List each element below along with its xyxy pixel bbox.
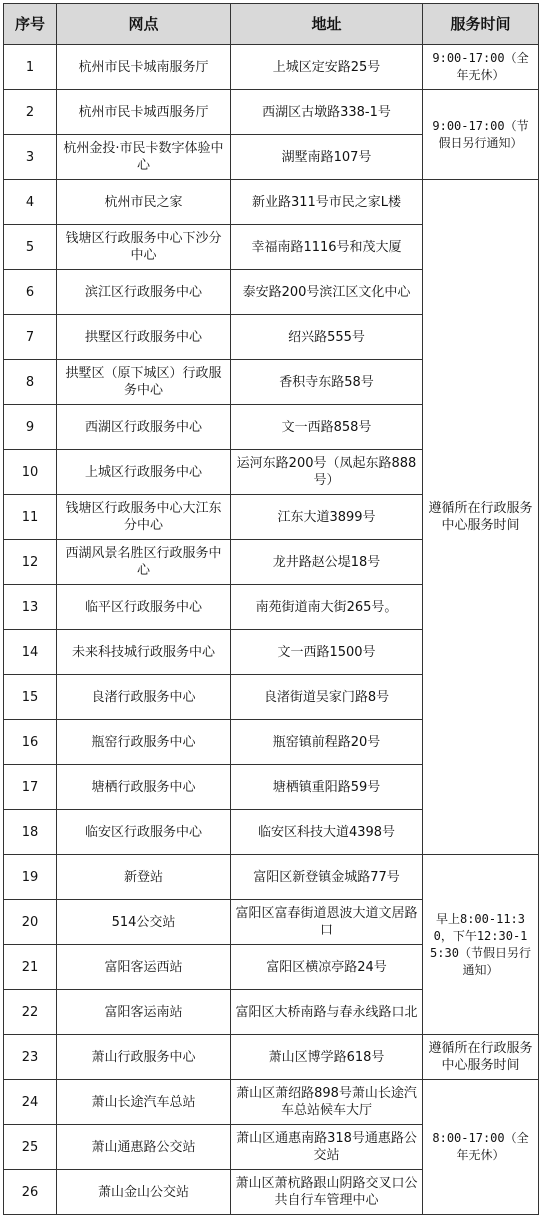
row-number: 3 — [4, 135, 57, 180]
site-name: 钱塘区行政服务中心大江东分中心 — [57, 495, 231, 540]
row-number: 6 — [4, 270, 57, 315]
site-address: 萧山区通惠南路318号通惠路公交站 — [231, 1125, 423, 1170]
site-name: 未来科技城行政服务中心 — [57, 630, 231, 675]
service-hours: 8:00-17:00（全年无休） — [423, 1080, 539, 1215]
service-hours: 9:00-17:00（节假日另行通知） — [423, 90, 539, 180]
row-number: 9 — [4, 405, 57, 450]
row-number: 15 — [4, 675, 57, 720]
row-number: 16 — [4, 720, 57, 765]
table-row — [4, 1080, 539, 1125]
site-name: 临安区行政服务中心 — [57, 810, 231, 855]
site-name: 杭州金投·市民卡数字体验中心 — [57, 135, 231, 180]
header-hours: 服务时间 — [423, 4, 539, 45]
site-name: 拱墅区（原下城区）行政服务中心 — [57, 360, 231, 405]
row-number: 5 — [4, 225, 57, 270]
table-row — [4, 855, 539, 900]
site-name: 钱塘区行政服务中心下沙分中心 — [57, 225, 231, 270]
header-row — [4, 4, 539, 45]
row-number: 23 — [4, 1035, 57, 1080]
row-number: 4 — [4, 180, 57, 225]
site-address: 文一西路858号 — [231, 405, 423, 450]
row-number: 13 — [4, 585, 57, 630]
site-address: 绍兴路555号 — [231, 315, 423, 360]
row-number: 26 — [4, 1170, 57, 1215]
row-number: 8 — [4, 360, 57, 405]
site-name: 新登站 — [57, 855, 231, 900]
site-address: 西湖区古墩路338-1号 — [231, 90, 423, 135]
site-address: 新业路311号市民之家L楼 — [231, 180, 423, 225]
site-address: 幸福南路1116号和茂大厦 — [231, 225, 423, 270]
site-name: 杭州市民卡城南服务厅 — [57, 45, 231, 90]
row-number: 10 — [4, 450, 57, 495]
site-address: 富阳区富春街道恩波大道文居路口 — [231, 900, 423, 945]
site-address: 江东大道3899号 — [231, 495, 423, 540]
site-address: 富阳区横凉亭路24号 — [231, 945, 423, 990]
header-seq: 序号 — [4, 4, 57, 45]
service-hours: 遵循所在行政服务中心服务时间 — [423, 180, 539, 855]
site-address: 富阳区新登镇金城路77号 — [231, 855, 423, 900]
site-name: 杭州市民卡城西服务厅 — [57, 90, 231, 135]
site-address: 临安区科技大道4398号 — [231, 810, 423, 855]
row-number: 12 — [4, 540, 57, 585]
row-number: 24 — [4, 1080, 57, 1125]
row-number: 18 — [4, 810, 57, 855]
site-address: 上城区定安路25号 — [231, 45, 423, 90]
site-address: 香积寺东路58号 — [231, 360, 423, 405]
table-row — [4, 1035, 539, 1080]
row-number: 11 — [4, 495, 57, 540]
site-address: 萧山区萧绍路898号萧山长途汽车总站候车大厅 — [231, 1080, 423, 1125]
table-row — [4, 45, 539, 90]
table-row — [4, 180, 539, 225]
site-address: 龙井路赵公堤18号 — [231, 540, 423, 585]
header-site: 网点 — [57, 4, 231, 45]
site-name: 西湖区行政服务中心 — [57, 405, 231, 450]
site-address: 泰安路200号滨江区文化中心 — [231, 270, 423, 315]
site-address: 塘栖镇重阳路59号 — [231, 765, 423, 810]
site-address: 萧山区博学路618号 — [231, 1035, 423, 1080]
site-name: 富阳客运西站 — [57, 945, 231, 990]
service-hours: 遵循所在行政服务中心服务时间 — [423, 1035, 539, 1080]
site-name: 萧山长途汽车总站 — [57, 1080, 231, 1125]
site-name: 塘栖行政服务中心 — [57, 765, 231, 810]
site-name: 西湖风景名胜区行政服务中心 — [57, 540, 231, 585]
site-name: 杭州市民之家 — [57, 180, 231, 225]
site-address: 良渚街道吴家门路8号 — [231, 675, 423, 720]
row-number: 14 — [4, 630, 57, 675]
row-number: 2 — [4, 90, 57, 135]
service-outlets-table — [3, 3, 539, 1215]
site-name: 富阳客运南站 — [57, 990, 231, 1035]
site-name: 萧山通惠路公交站 — [57, 1125, 231, 1170]
site-name: 514公交站 — [57, 900, 231, 945]
row-number: 22 — [4, 990, 57, 1035]
site-name: 拱墅区行政服务中心 — [57, 315, 231, 360]
table-row — [4, 90, 539, 135]
site-name: 良渚行政服务中心 — [57, 675, 231, 720]
row-number: 1 — [4, 45, 57, 90]
site-name: 瓶窑行政服务中心 — [57, 720, 231, 765]
service-hours: 9:00-17:00（全年无休） — [423, 45, 539, 90]
site-address: 瓶窑镇前程路20号 — [231, 720, 423, 765]
row-number: 17 — [4, 765, 57, 810]
row-number: 25 — [4, 1125, 57, 1170]
row-number: 21 — [4, 945, 57, 990]
site-name: 上城区行政服务中心 — [57, 450, 231, 495]
site-name: 萧山行政服务中心 — [57, 1035, 231, 1080]
service-hours: 早上8:00-11:30，下午12:30-15:30（节假日另行通知） — [423, 855, 539, 1035]
site-address: 运河东路200号（凤起东路888号） — [231, 450, 423, 495]
row-number: 20 — [4, 900, 57, 945]
site-name: 萧山金山公交站 — [57, 1170, 231, 1215]
site-address: 湖墅南路107号 — [231, 135, 423, 180]
site-address: 南苑街道南大街265号。 — [231, 585, 423, 630]
site-address: 萧山区萧杭路跟山阴路交叉口公共自行车管理中心 — [231, 1170, 423, 1215]
site-address: 富阳区大桥南路与春永线路口北 — [231, 990, 423, 1035]
header-address: 地址 — [231, 4, 423, 45]
site-address: 文一西路1500号 — [231, 630, 423, 675]
row-number: 19 — [4, 855, 57, 900]
site-name: 临平区行政服务中心 — [57, 585, 231, 630]
row-number: 7 — [4, 315, 57, 360]
site-name: 滨江区行政服务中心 — [57, 270, 231, 315]
